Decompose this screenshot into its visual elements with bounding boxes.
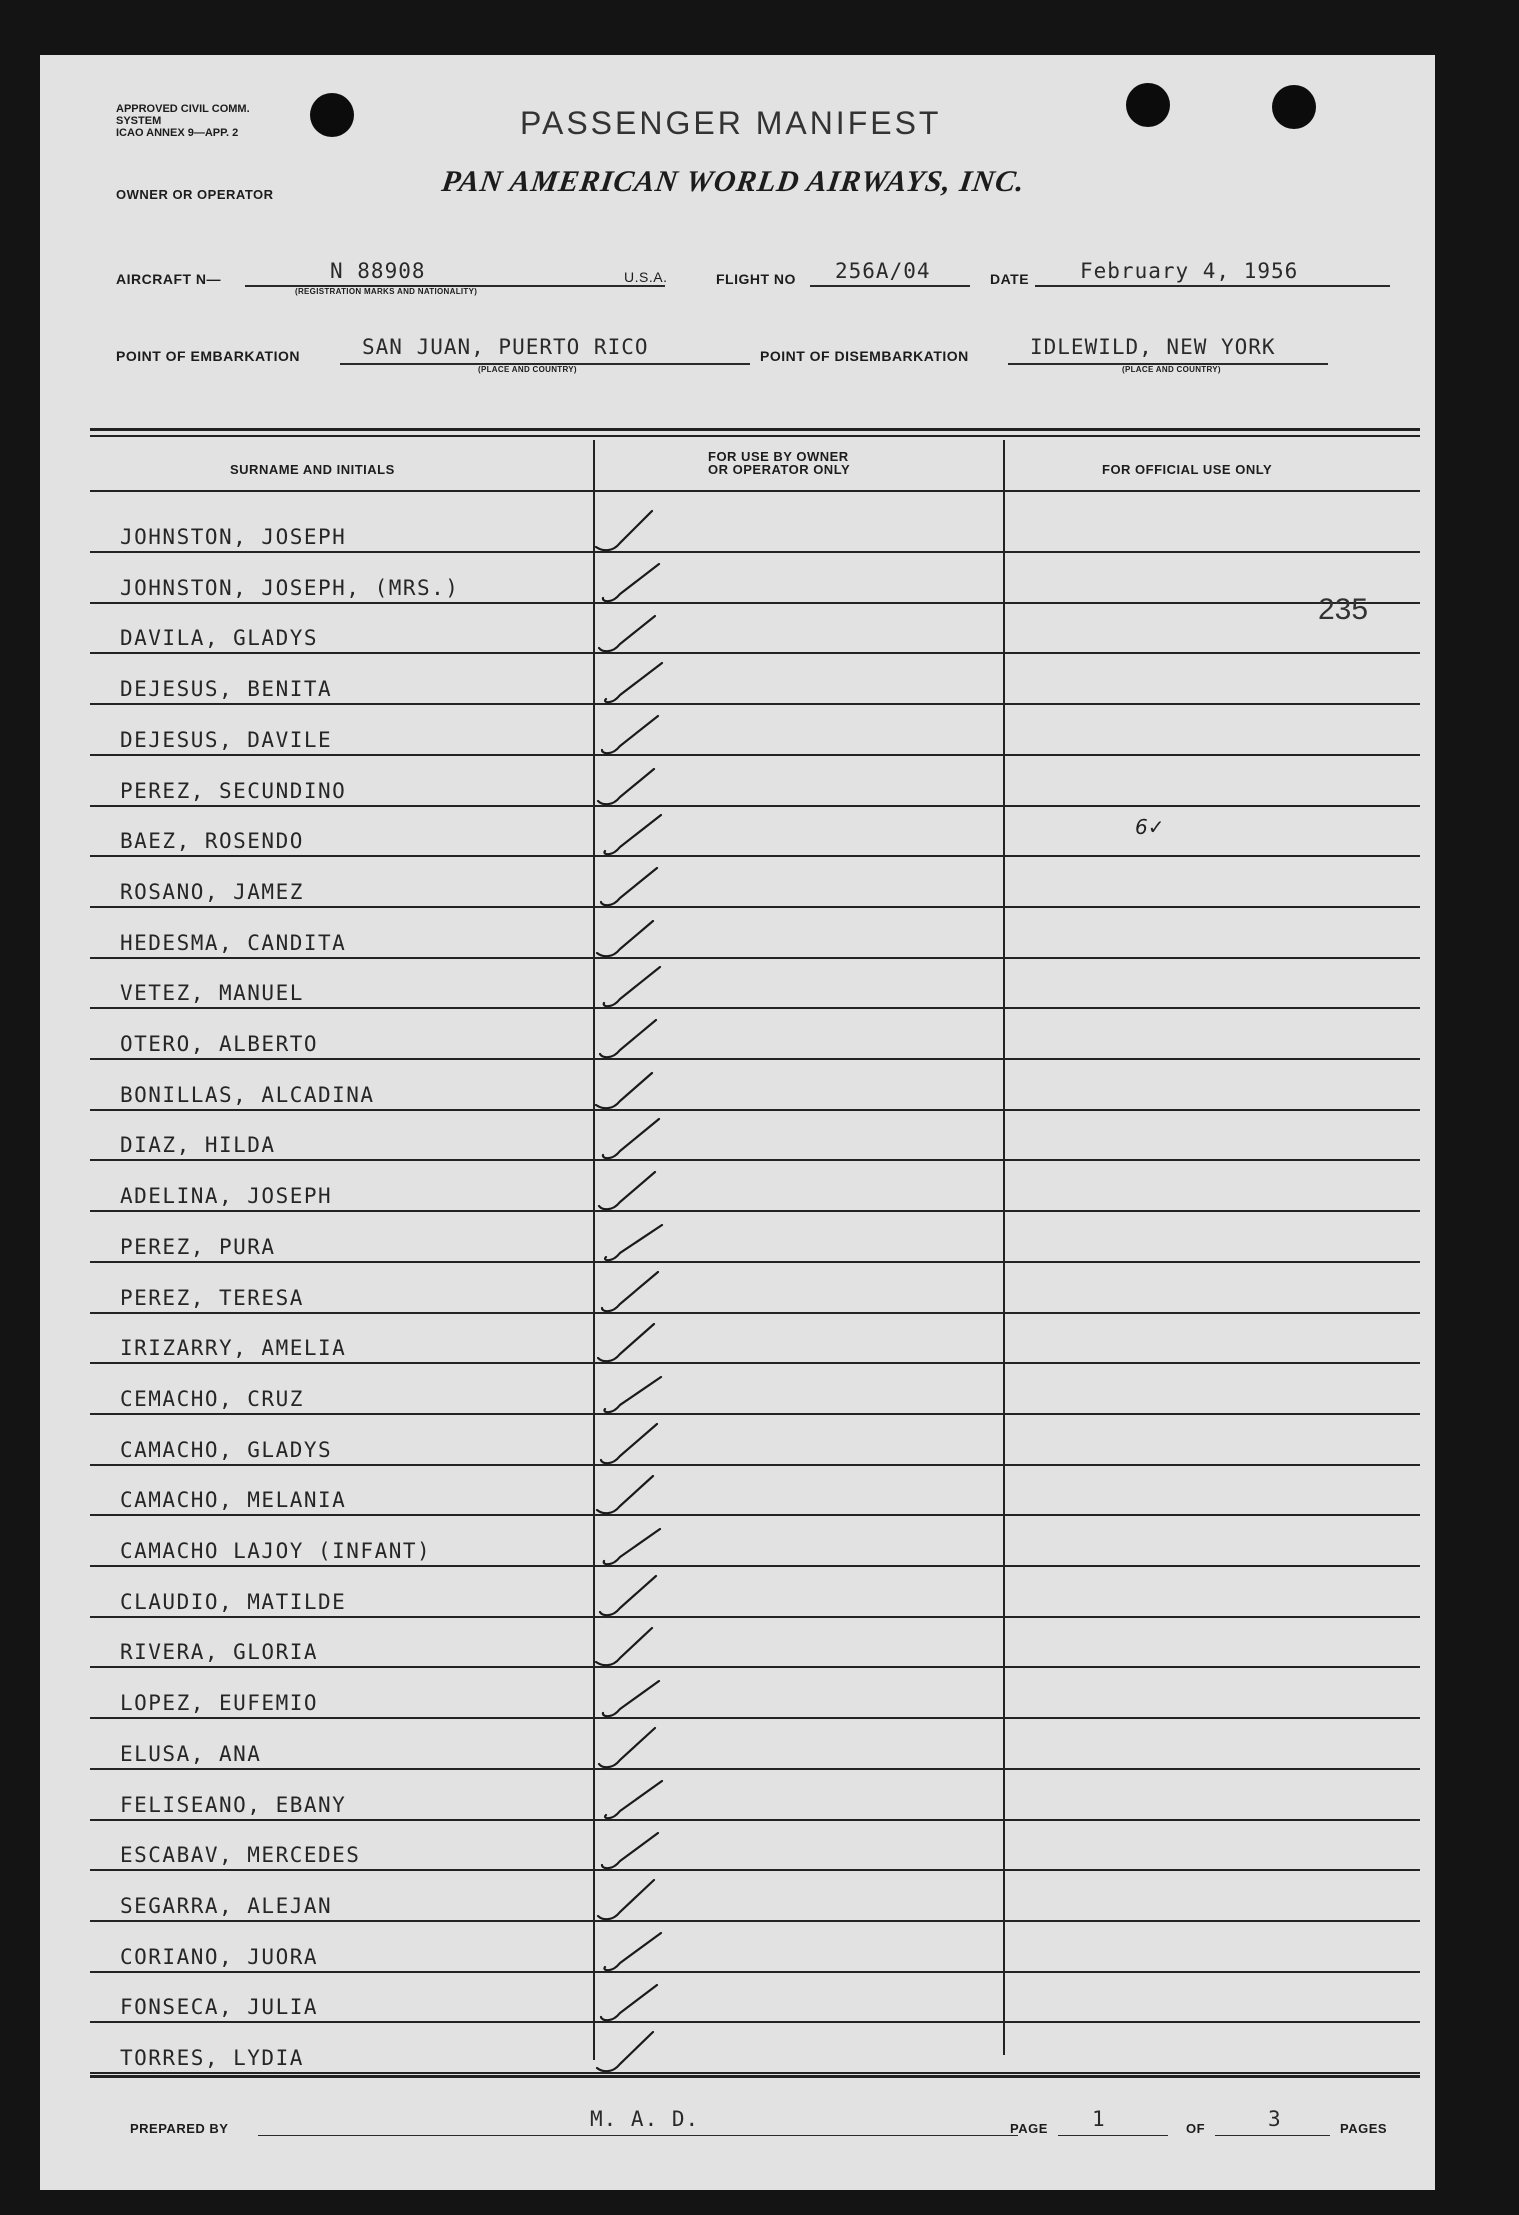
passenger-name: DEJESUS, BENITA xyxy=(120,677,333,702)
row-rule xyxy=(90,602,1420,604)
approval-line: APPROVED CIVIL COMM. xyxy=(116,103,250,115)
passenger-row xyxy=(90,1669,1420,1719)
prepared-label: PREPARED BY xyxy=(130,2121,229,2136)
passenger-row xyxy=(90,1314,1420,1364)
flight-underline xyxy=(810,285,970,287)
row-rule xyxy=(90,2021,1420,2023)
disembarkation-value: IDLEWILD, NEW YORK xyxy=(1030,335,1276,359)
approval-note xyxy=(116,103,250,139)
passenger-row xyxy=(90,706,1420,756)
passenger-row xyxy=(90,503,1420,553)
company-name: PAN AMERICAN WORLD AIRWAYS, INC. xyxy=(439,165,1028,198)
aircraft-value: N 88908 xyxy=(330,259,426,283)
page-number: 1 xyxy=(1092,2107,1106,2131)
row-rule xyxy=(90,1159,1420,1161)
page-label: PAGE xyxy=(1010,2121,1048,2136)
row-rule xyxy=(90,1971,1420,1973)
row-rule xyxy=(90,1717,1420,1719)
passenger-name: CEMACHO, CRUZ xyxy=(120,1386,304,1411)
owner-label: OWNER OR OPERATOR xyxy=(116,187,274,202)
flight-value: 256A/04 xyxy=(835,259,931,283)
row-rule xyxy=(90,1464,1420,1466)
passenger-row xyxy=(90,1010,1420,1060)
passenger-name: VETEZ, MANUEL xyxy=(120,981,304,1006)
punch-hole xyxy=(1272,85,1316,129)
passenger-row xyxy=(90,1517,1420,1567)
passenger-name: JOHNSTON, JOSEPH, (MRS.) xyxy=(120,575,460,600)
passenger-name: CAMACHO, GLADYS xyxy=(120,1437,333,1462)
row-rule xyxy=(90,1920,1420,1922)
passenger-row xyxy=(90,2024,1420,2074)
total-pages: 3 xyxy=(1268,2107,1282,2131)
passenger-row xyxy=(90,655,1420,705)
row-rule xyxy=(90,551,1420,553)
passenger-row xyxy=(90,1618,1420,1668)
passenger-row xyxy=(90,959,1420,1009)
approval-line: SYSTEM xyxy=(116,115,162,127)
row-rule xyxy=(90,2072,1420,2074)
passenger-row xyxy=(90,1162,1420,1212)
passenger-row xyxy=(90,1771,1420,1821)
row-rule xyxy=(90,1007,1420,1009)
row-rule xyxy=(90,957,1420,959)
passenger-name: CLAUDIO, MATILDE xyxy=(120,1589,347,1614)
page-underline xyxy=(1058,2135,1168,2136)
header-owner-use xyxy=(708,450,850,476)
row-rule xyxy=(90,1819,1420,1821)
passenger-name: TORRES, LYDIA xyxy=(120,2046,304,2070)
disembarkation-sublabel: (PLACE AND COUNTRY) xyxy=(1122,365,1221,374)
of-label: OF xyxy=(1186,2121,1206,2136)
passenger-name: FELISEANO, EBANY xyxy=(120,1792,347,1817)
passenger-row xyxy=(90,1821,1420,1871)
passenger-name: LOPEZ, EUFEMIO xyxy=(120,1691,319,1716)
header-owner-line: OR OPERATOR ONLY xyxy=(708,462,851,477)
row-rule xyxy=(90,1312,1420,1314)
passenger-row xyxy=(90,1111,1420,1161)
check-mark-icon xyxy=(590,2022,680,2082)
passenger-name: CAMACHO, MELANIA xyxy=(120,1488,347,1513)
punch-hole xyxy=(1126,83,1170,127)
passenger-name: PEREZ, SECUNDINO xyxy=(120,778,347,803)
row-rule xyxy=(90,1210,1420,1212)
passenger-row xyxy=(90,1720,1420,1770)
embarkation-sublabel: (PLACE AND COUNTRY) xyxy=(478,365,577,374)
row-rule xyxy=(90,906,1420,908)
passenger-row xyxy=(90,1872,1420,1922)
table-top-rule xyxy=(90,428,1420,431)
date-label: DATE xyxy=(990,271,1030,287)
passenger-row xyxy=(90,757,1420,807)
row-rule xyxy=(90,1362,1420,1364)
passenger-name: ROSANO, JAMEZ xyxy=(120,879,304,904)
embarkation-label: POINT OF EMBARKATION xyxy=(116,348,300,364)
passenger-name: PEREZ, PURA xyxy=(120,1234,276,1259)
passenger-name: DAVILA, GLADYS xyxy=(120,626,319,651)
table-top-rule xyxy=(90,435,1420,437)
passenger-name: OTERO, ALBERTO xyxy=(120,1032,319,1056)
of-underline xyxy=(1215,2135,1330,2136)
date-value: February 4, 1956 xyxy=(1080,259,1299,283)
disembarkation-label: POINT OF DISEMBARKATION xyxy=(760,348,969,364)
passenger-row xyxy=(90,807,1420,857)
passenger-row xyxy=(90,1973,1420,2023)
official-number: 235 xyxy=(1318,593,1369,626)
row-rule xyxy=(90,754,1420,756)
passenger-row xyxy=(90,858,1420,908)
row-rule xyxy=(90,1109,1420,1111)
passenger-name: JOHNSTON, JOSEPH xyxy=(120,525,347,549)
passenger-name: SEGARRA, ALEJAN xyxy=(120,1893,333,1918)
row-rule xyxy=(90,1869,1420,1871)
passenger-row xyxy=(90,604,1420,654)
manifest-page xyxy=(40,55,1435,2190)
passenger-name: ESCABAV, MERCEDES xyxy=(120,1843,361,1868)
row-rule xyxy=(90,855,1420,857)
header-surname: SURNAME AND INITIALS xyxy=(230,462,395,477)
passenger-name: RIVERA, GLORIA xyxy=(120,1640,319,1665)
official-mark: 6✓ xyxy=(1135,815,1165,839)
passenger-row xyxy=(90,909,1420,959)
prepared-value: M. A. D. xyxy=(590,2107,700,2131)
aircraft-label: AIRCRAFT N— xyxy=(116,271,222,287)
usa-label: U.S.A. xyxy=(624,269,668,285)
aircraft-sublabel: (REGISTRATION MARKS AND NATIONALITY) xyxy=(295,287,478,296)
row-rule xyxy=(90,1565,1420,1567)
passenger-row xyxy=(90,554,1420,604)
row-rule xyxy=(90,1514,1420,1516)
passenger-name: FONSECA, JULIA xyxy=(120,1995,319,2020)
pages-label: PAGES xyxy=(1340,2121,1388,2136)
header-official-use: FOR OFFICIAL USE ONLY xyxy=(1102,462,1273,477)
passenger-name: CAMACHO LAJOY (INFANT) xyxy=(120,1539,432,1563)
passenger-row xyxy=(90,1416,1420,1466)
passenger-name: BAEZ, ROSENDO xyxy=(120,829,304,854)
row-rule xyxy=(90,1666,1420,1668)
row-rule xyxy=(90,1616,1420,1618)
passenger-name: HEDESMA, CANDITA xyxy=(120,930,347,955)
page-title: PASSENGER MANIFEST xyxy=(520,105,942,141)
prepared-underline xyxy=(258,2135,1018,2136)
passenger-name: PEREZ, TERESA xyxy=(120,1285,304,1310)
embarkation-value: SAN JUAN, PUERTO RICO xyxy=(362,335,649,359)
passenger-row xyxy=(90,1923,1420,1973)
header-owner-line: FOR USE BY OWNER xyxy=(708,449,849,464)
passenger-row xyxy=(90,1264,1420,1314)
row-rule xyxy=(90,1413,1420,1415)
row-rule xyxy=(90,1261,1420,1263)
passenger-row xyxy=(90,1568,1420,1618)
flight-label: FLIGHT NO xyxy=(716,271,796,287)
row-rule xyxy=(90,1768,1420,1770)
row-rule xyxy=(90,652,1420,654)
header-rule xyxy=(90,490,1420,492)
footer-rule xyxy=(90,2075,1420,2078)
passenger-name: ELUSA, ANA xyxy=(120,1741,262,1766)
passenger-name: ADELINA, JOSEPH xyxy=(120,1184,333,1209)
date-underline xyxy=(1035,285,1390,287)
row-rule xyxy=(90,805,1420,807)
passenger-name: DEJESUS, DAVILE xyxy=(120,727,333,752)
passenger-row xyxy=(90,1466,1420,1516)
punch-hole xyxy=(310,93,354,137)
passenger-row xyxy=(90,1061,1420,1111)
row-rule xyxy=(90,703,1420,705)
row-rule xyxy=(90,1058,1420,1060)
passenger-name: BONILLAS, ALCADINA xyxy=(120,1082,375,1107)
approval-line: ICAO ANNEX 9—APP. 2 xyxy=(116,127,239,139)
passenger-row xyxy=(90,1213,1420,1263)
passenger-row xyxy=(90,1365,1420,1415)
passenger-name: CORIANO, JUORA xyxy=(120,1944,319,1969)
passenger-name: IRIZARRY, AMELIA xyxy=(120,1336,347,1361)
passenger-name: DIAZ, HILDA xyxy=(120,1133,276,1158)
